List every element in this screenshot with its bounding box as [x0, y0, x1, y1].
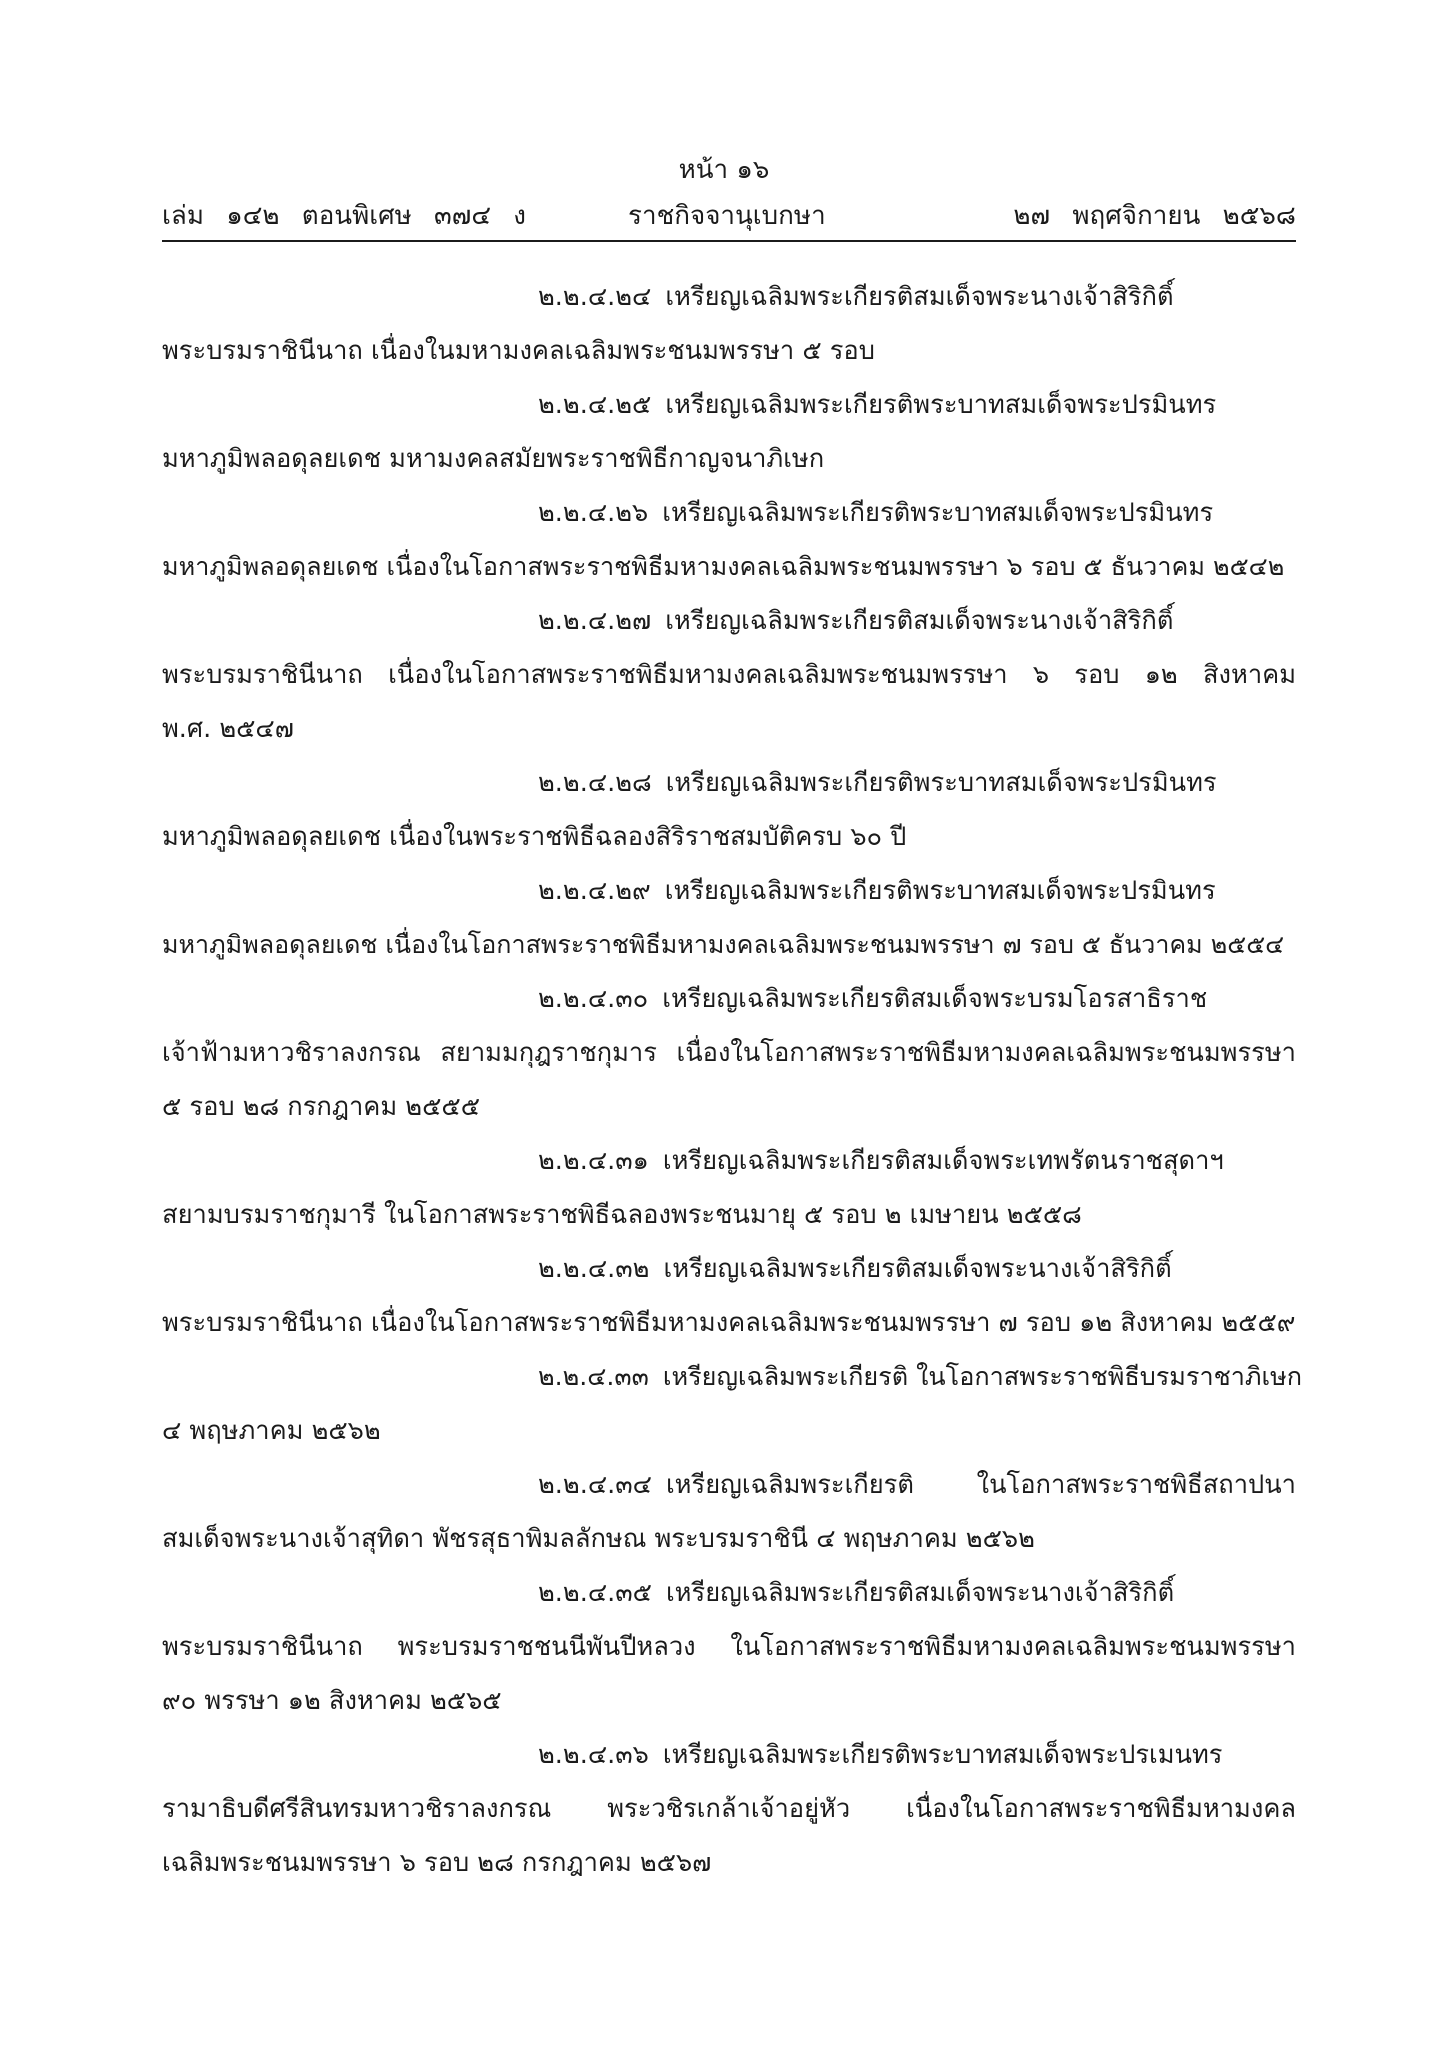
entry-continuation-line: สยามบรมราชกุมารี ในโอกาสพระราชพิธีฉลองพระชนมายุ ๕ รอบ ๒ เมษายน ๒๕๕๘ — [162, 1200, 1082, 1230]
entry-continuation-line: มหาภูมิพลอดุลยเดช เนื่องในโอกาสพระราชพิธีมหามงคลเฉลิมพระชนมพรรษา ๗ รอบ ๕ ธันวาคม ๒๕๕๔ — [162, 930, 1285, 959]
entry-continuation-line: มหาภูมิพลอดุลยเดช มหามงคลสมัยพระราชพิธีกาญจนาภิเษก — [162, 444, 825, 474]
entry-text: เหรียญเฉลิมพระเกียรติ ในโอกาสพระราชพิธีบรมราชาภิเษก — [662, 1362, 1303, 1391]
entry-first-line — [162, 1134, 1296, 1188]
entry-continuation-line: ๔ พฤษภาคม ๒๕๖๒ — [162, 1416, 381, 1446]
list-item — [162, 270, 1296, 378]
entry-first-line — [162, 486, 1296, 540]
entry-text: เหรียญเฉลิมพระเกียรติ ในโอกาสพระราชพิธีสถาปนา — [665, 1470, 1296, 1500]
list-item — [162, 378, 1296, 486]
entry-first-line — [162, 972, 1296, 1026]
entry-first-line — [162, 1350, 1303, 1404]
entries-list — [162, 270, 1303, 1890]
entry-continuation-line: รามาธิบดีศรีสินทรมหาวชิราลงกรณ พระวชิรเกล้าเจ้าอยู่หัว เนื่องในโอกาสพระราชพิธีมหามงคล — [162, 1794, 1296, 1824]
entry-number: ๒.๒.๔.๓๕ — [538, 1578, 652, 1608]
entry-text: เหรียญเฉลิมพระเกียรติพระบาทสมเด็จพระปรมินทร — [665, 390, 1217, 420]
entry-continuation-line: ๕ รอบ ๒๘ กรกฎาคม ๒๕๕๕ — [162, 1092, 480, 1122]
entry-number: ๒.๒.๔.๒๔ — [538, 282, 652, 312]
entry-first-line — [162, 270, 1296, 324]
entry-first-line — [162, 1728, 1296, 1782]
entry-text: เหรียญเฉลิมพระเกียรติพระบาทสมเด็จพระปรมินทร — [664, 876, 1216, 906]
entry-text: เหรียญเฉลิมพระเกียรติพระบาทสมเด็จพระปรมินทร — [662, 498, 1214, 528]
list-item — [162, 594, 1296, 756]
entry-continuation-line: เฉลิมพระชนมพรรษา ๖ รอบ ๒๘ กรกฎาคม ๒๕๖๗ — [162, 1848, 712, 1878]
entry-continuation-line: พระบรมราชินีนาถ พระบรมราชชนนีพันปีหลวง ในโอกาสพระราชพิธีมหามงคลเฉลิมพระชนมพรรษา — [162, 1632, 1296, 1662]
entry-first-line — [162, 594, 1296, 648]
gazette-header — [162, 196, 1296, 236]
entry-continuation-line: ๙๐ พรรษา ๑๒ สิงหาคม ๒๕๖๕ — [162, 1686, 502, 1716]
gazette-title: ราชกิจจานุเบกษา — [628, 201, 826, 231]
entry-continuation-line: พระบรมราชินีนาถ เนื่องในมหามงคลเฉลิมพระชนมพรรษา ๕ รอบ — [162, 336, 875, 366]
entry-number: ๒.๒.๔.๒๖ — [538, 498, 649, 528]
entry-number: ๒.๒.๔.๓๒ — [538, 1254, 650, 1284]
entry-text: เหรียญเฉลิมพระเกียรติสมเด็จพระเทพรัตนราชสุดาฯ — [662, 1146, 1224, 1176]
entry-text: เหรียญเฉลิมพระเกียรติพระบาทสมเด็จพระปรเมนทร — [662, 1740, 1223, 1770]
entry-continuation-line: เจ้าฟ้ามหาวชิราลงกรณ สยามมกุฎราชกุมาร เนื่องในโอกาสพระราชพิธีมหามงคลเฉลิมพระชนมพรรษา — [162, 1038, 1296, 1068]
entry-text: เหรียญเฉลิมพระเกียรติสมเด็จพระบรมโอรสาธิราช — [662, 984, 1208, 1014]
entry-continuation-line: พ.ศ. ๒๕๔๗ — [162, 714, 294, 744]
entry-continuation-line: มหาภูมิพลอดุลยเดช เนื่องในพระราชพิธีฉลองสิริราชสมบัติครบ ๖๐ ปี — [162, 822, 907, 852]
entry-text: เหรียญเฉลิมพระเกียรติสมเด็จพระนางเจ้าสิริกิติ์ — [665, 606, 1174, 636]
list-item — [162, 1566, 1296, 1728]
list-item — [162, 972, 1296, 1134]
entry-number: ๒.๒.๔.๒๘ — [538, 768, 652, 798]
entry-first-line — [162, 1566, 1296, 1620]
list-item — [162, 1134, 1296, 1242]
entry-first-line — [162, 1242, 1296, 1296]
entry-continuation-line: มหาภูมิพลอดุลยเดช เนื่องในโอกาสพระราชพิธีมหามงคลเฉลิมพระชนมพรรษา ๖ รอบ ๕ ธันวาคม ๒๕๔๒ — [162, 552, 1285, 581]
entry-text: เหรียญเฉลิมพระเกียรติสมเด็จพระนางเจ้าสิริกิติ์ — [665, 1578, 1175, 1608]
header-divider — [162, 240, 1296, 242]
list-item — [162, 1350, 1303, 1458]
publication-date: ๒๗ พฤศจิกายน ๒๕๖๘ — [1013, 201, 1296, 231]
entry-first-line — [162, 864, 1296, 918]
entry-text: เหรียญเฉลิมพระเกียรติพระบาทสมเด็จพระปรมินทร — [665, 768, 1217, 798]
volume-issue: เล่ม ๑๔๒ ตอนพิเศษ ๓๗๔ ง — [162, 201, 526, 231]
entry-first-line — [162, 1458, 1296, 1512]
list-item — [162, 756, 1296, 864]
entry-continuation-line: พระบรมราชินีนาถ เนื่องในโอกาสพระราชพิธีมหามงคลเฉลิมพระชนมพรรษา ๗ รอบ ๑๒ สิงหาคม ๒๕๕๙ — [162, 1308, 1296, 1338]
list-item — [162, 1242, 1296, 1350]
list-item — [162, 1458, 1296, 1566]
entry-continuation-line: พระบรมราชินีนาถ เนื่องในโอกาสพระราชพิธีมหามงคลเฉลิมพระชนมพรรษา ๖ รอบ ๑๒ สิงหาคม — [162, 660, 1296, 690]
list-item — [162, 864, 1296, 972]
entry-number: ๒.๒.๔.๒๙ — [538, 876, 651, 906]
entry-number: ๒.๒.๔.๒๗ — [538, 606, 652, 636]
entry-number: ๒.๒.๔.๓๑ — [538, 1146, 649, 1176]
entry-number: ๒.๒.๔.๓๐ — [538, 984, 649, 1014]
page-number: หน้า ๑๖ — [678, 155, 770, 185]
entry-number: ๒.๒.๔.๒๕ — [538, 390, 652, 420]
entry-number: ๒.๒.๔.๓๓ — [538, 1362, 649, 1391]
entry-number: ๒.๒.๔.๓๔ — [538, 1470, 652, 1500]
list-item — [162, 486, 1296, 594]
entry-text: เหรียญเฉลิมพระเกียรติสมเด็จพระนางเจ้าสิริกิติ์ — [663, 1254, 1172, 1284]
entry-first-line — [162, 756, 1296, 810]
entry-continuation-line: สมเด็จพระนางเจ้าสุทิดา พัชรสุธาพิมลลักษณ พระบรมราชินี ๔ พฤษภาคม ๒๕๖๒ — [162, 1524, 1035, 1554]
list-item — [162, 1728, 1296, 1890]
entry-first-line — [162, 378, 1296, 432]
entry-text: เหรียญเฉลิมพระเกียรติสมเด็จพระนางเจ้าสิริกิติ์ — [665, 282, 1174, 312]
entry-number: ๒.๒.๔.๓๖ — [538, 1740, 649, 1770]
